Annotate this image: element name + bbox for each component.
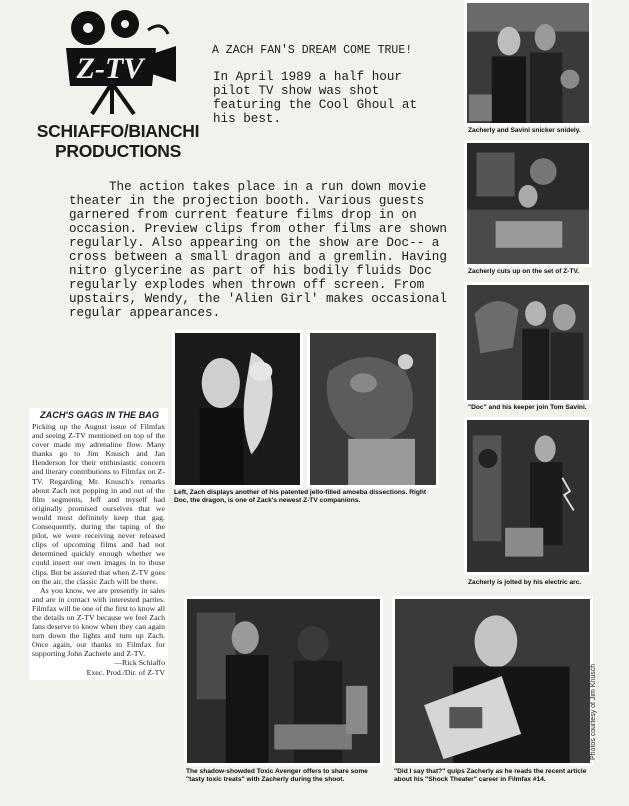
company-line-1: SCHIAFFO/BIANCHI xyxy=(36,121,200,141)
column-signature: —Rick Schiaffo xyxy=(114,658,165,668)
photo-toxic-avenger xyxy=(184,596,383,766)
caption-photo-2: Zacherly cuts up on the set of Z-TV. xyxy=(468,268,580,275)
column-signature-role: Exec. Prod./Dir. of Z-TV xyxy=(86,667,165,677)
caption-photo-5: Left, Zach displays another of his patented jello-filled amoeba dissections. Right Doc, the dragon, is one of Zack's newest Z-TV companions. xyxy=(174,489,427,504)
caption-photo-3: "Doc" and his keeper join Tom Savini. xyxy=(468,404,587,411)
company-line-2: PRODUCTIONS xyxy=(54,141,181,161)
intro-text: In April 1989 a half hour pilot TV show was shot featuring the Cool Ghoul at his best. xyxy=(213,70,418,126)
column-article xyxy=(29,408,168,680)
column-paragraph-2: As you know, we are presently in sales and are in contact with interested parties. Filmfax will be one of the first to know all the details on Z-TV because we feel Zach fans deserve to know when they can again turn down the lights and turn up Zach. Once again, our thanks to Filmfax for supporting John Zacherle and Z-TV. xyxy=(32,585,165,659)
column-paragraph-1: Picking up the August issue of Filmfax and seeing Z-TV mentioned on top of the cover made my adrenaline flow. Many thanks go to Jim Knusch and Jan Henderson for their enthusiastic concern and literary contributions to Filmfax on Z-TV. Regarding Mr. Knusch's remarks about Zach not popping in and out of the film segments, Jeff and myself had originally promised ourselves that we would most definitely keep that gag. Consequently, during the taping of the pilot, we were receiving never released clips of upcoming films and had not determined quickly enough whether we could insert our own images in to those clips. But be assured that when Z-TV goes on the air, the classic Zach will be there. xyxy=(32,422,165,586)
photo-electric-arc xyxy=(464,417,592,575)
caption-photo-8: "Did I say that?" quips Zacherly as he reads the recent article about his "Shock Theater" career in Filmfax #14. xyxy=(394,768,587,783)
headline: A ZACH FAN'S DREAM COME TRUE! xyxy=(212,44,413,57)
company-name xyxy=(28,121,208,161)
photo-doc-keeper-savini xyxy=(464,282,592,403)
photo-zach-amoeba xyxy=(172,330,303,488)
column-title: ZACH'S GAGS IN THE BAG xyxy=(40,410,160,420)
body-text: The action takes place in a run down movie theater in the projection booth. Various guests garnered from current feature films drop in on occasion. Preview clips from other films are shown regularly. Also appearing on the show are Doc-- a cross between a small dragon and a gremlin. Having nitro glycerine as part of his bodily fluids Doc regularly explodes when thrown off screen. From upstairs, Wendy, the 'Alien Girl' makes occasional regular appearances. xyxy=(69,180,447,320)
photo-credit: Photos courtesy of Jim Knusch xyxy=(590,663,597,760)
photo-zacherly-savini xyxy=(464,0,592,126)
caption-photo-4: Zacherly is jolted by his electric arc. xyxy=(468,579,582,586)
photo-zacherly-reads-filmfax xyxy=(392,596,593,766)
ztv-logo xyxy=(52,8,182,118)
caption-photo-7: The shadow-showded Toxic Avenger offers to share some "tasty toxic treats" with Zacherly during the shoot. xyxy=(186,768,368,783)
logo-text: Z-TV xyxy=(76,52,144,85)
photo-zacherly-set xyxy=(464,140,592,267)
photo-doc-dragon xyxy=(307,330,439,488)
caption-photo-1: Zacherly and Savini snicker snidely. xyxy=(468,127,581,134)
